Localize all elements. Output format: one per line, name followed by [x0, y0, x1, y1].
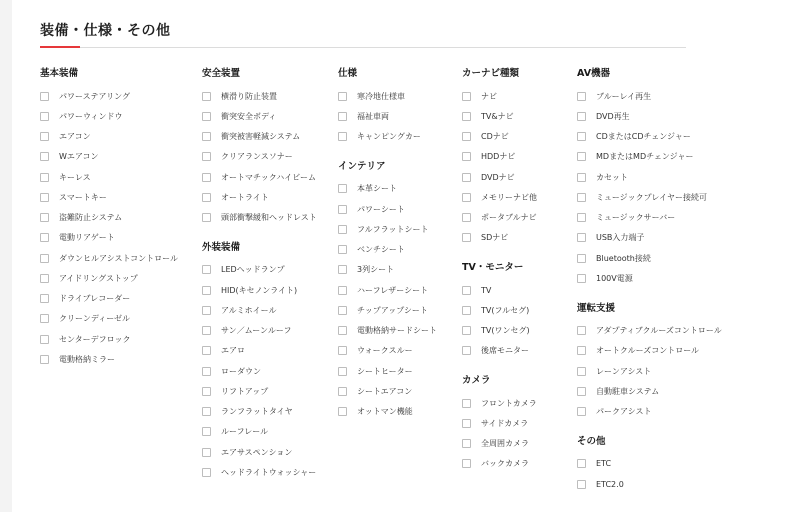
group-spacer [338, 147, 460, 160]
checkbox-label: 福祉車両 [357, 111, 389, 121]
group-title: 仕様 [338, 68, 358, 79]
checkbox[interactable] [40, 314, 49, 323]
checkbox[interactable] [462, 233, 471, 242]
checkbox[interactable] [202, 427, 211, 436]
checkbox-option[interactable] [202, 300, 336, 320]
checkbox-option[interactable] [462, 147, 574, 167]
checkbox-option[interactable] [202, 208, 336, 228]
checkbox[interactable] [462, 419, 471, 428]
checkbox-label: パワーウィンドウ [59, 111, 123, 121]
checkbox-option[interactable] [40, 248, 200, 268]
checkbox-option[interactable] [202, 442, 336, 462]
checkbox-option[interactable] [462, 228, 574, 248]
checkbox[interactable] [338, 346, 347, 355]
checkbox[interactable] [577, 346, 586, 355]
checkbox[interactable] [462, 112, 471, 121]
checkbox-option[interactable] [577, 454, 777, 474]
checkbox[interactable] [202, 407, 211, 416]
checkbox[interactable] [202, 448, 211, 457]
group-title: 運転支援 [577, 302, 616, 314]
checkbox[interactable] [462, 326, 471, 335]
checkbox-label: メモリーナビ他 [481, 192, 537, 202]
checkbox-option[interactable] [577, 268, 777, 288]
checkbox-label: ルーフレール [221, 427, 269, 437]
checkbox-label: オットマン機能 [357, 407, 413, 417]
checkbox-option[interactable] [462, 300, 574, 320]
checkbox-label: パークアシスト [596, 407, 652, 417]
checkbox-option[interactable] [462, 413, 574, 433]
group-spacer [577, 289, 777, 302]
checkbox[interactable] [577, 407, 586, 416]
checkbox-option[interactable] [40, 187, 200, 207]
checkbox-option[interactable] [462, 208, 574, 228]
checkbox-label: ブルーレイ再生 [596, 91, 652, 101]
checkbox[interactable] [577, 326, 586, 335]
checkbox[interactable] [40, 294, 49, 303]
checkbox[interactable] [577, 193, 586, 202]
checkbox[interactable] [202, 173, 211, 182]
checkbox-option[interactable] [462, 280, 574, 300]
checkbox-option[interactable] [462, 167, 574, 187]
checkbox-label: エアコン [59, 132, 91, 142]
checkbox-option[interactable] [202, 86, 336, 106]
checkbox-label: 寒冷地仕様車 [357, 91, 405, 101]
checkbox-label: ナビ [481, 91, 497, 101]
checkbox-option[interactable] [577, 208, 777, 228]
checkbox-label: スマートキー [59, 192, 107, 202]
checkbox-label: 電動格納サードシート [357, 326, 437, 336]
checkbox-option[interactable] [577, 402, 777, 422]
checkbox[interactable] [462, 193, 471, 202]
title-divider [40, 47, 686, 48]
checkbox-option[interactable] [577, 167, 777, 187]
checkbox-label: ドライブレコーダー [59, 294, 131, 304]
checkbox[interactable] [338, 326, 347, 335]
checkbox-label: シートエアコン [357, 386, 413, 396]
checkbox-option[interactable] [338, 321, 460, 341]
checkbox-option[interactable] [338, 280, 460, 300]
checkbox[interactable] [338, 112, 347, 121]
checkbox-option[interactable] [202, 462, 336, 482]
checkbox-label: エアロ [221, 346, 245, 356]
checkbox-option[interactable] [338, 179, 460, 199]
checkbox-option[interactable] [462, 434, 574, 454]
checkbox-option[interactable] [577, 127, 777, 147]
checkbox-option[interactable] [202, 187, 336, 207]
checkbox-option[interactable] [40, 349, 200, 369]
checkbox[interactable] [202, 132, 211, 141]
checkbox[interactable] [338, 367, 347, 376]
column-4 [462, 67, 574, 474]
group-title: 基本装備 [40, 68, 79, 79]
checkbox-label: チップアップシート [357, 305, 428, 315]
checkbox-option[interactable] [462, 187, 574, 207]
checkbox[interactable] [577, 459, 586, 468]
checkbox[interactable] [577, 152, 586, 161]
column-5 [577, 67, 777, 494]
checkbox-option[interactable] [202, 321, 336, 341]
checkbox-label: 全周囲カメラ [481, 439, 529, 449]
checkbox-label: 電動格納ミラー [59, 354, 115, 364]
checkbox-option[interactable] [577, 381, 777, 401]
checkbox-option[interactable] [202, 381, 336, 401]
checkbox[interactable] [202, 346, 211, 355]
checkbox-label: アダプティブクルーズコントロール [596, 326, 722, 336]
checkbox[interactable] [462, 286, 471, 295]
checkbox-option[interactable] [577, 474, 777, 494]
checkbox[interactable] [338, 286, 347, 295]
checkbox-label: シートヒーター [357, 366, 413, 376]
checkbox-option[interactable] [40, 208, 200, 228]
group-spacer [462, 361, 574, 374]
checkbox[interactable] [40, 335, 49, 344]
checkbox[interactable] [40, 355, 49, 364]
checkbox-label: オートマチックハイビーム [221, 172, 316, 182]
checkbox-label: TV(ワンセグ) [481, 326, 530, 336]
checkbox-option[interactable] [338, 300, 460, 320]
checkbox[interactable] [338, 184, 347, 193]
checkbox-label: センターデフロック [59, 334, 131, 344]
checkbox-option[interactable] [40, 309, 200, 329]
checkbox-option[interactable] [40, 147, 200, 167]
checkbox-label: サイドカメラ [481, 418, 529, 428]
checkbox-label: フロントカメラ [481, 398, 537, 408]
checkbox-label: アルミホイール [221, 305, 277, 315]
checkbox-label: 電動リアゲート [59, 233, 115, 243]
column-2 [202, 67, 336, 483]
checkbox-option[interactable] [577, 361, 777, 381]
checkbox-option[interactable] [338, 361, 460, 381]
title-accent-bar [40, 46, 80, 48]
checkbox[interactable] [577, 367, 586, 376]
checkbox-label: キーレス [59, 172, 91, 182]
checkbox-label: USB入力端子 [596, 233, 645, 243]
checkbox-option[interactable] [577, 341, 777, 361]
checkbox-label: 衝突安全ボディ [221, 111, 277, 121]
checkbox[interactable] [202, 326, 211, 335]
checkbox[interactable] [577, 480, 586, 489]
column-3 [338, 67, 460, 422]
group-spacer [202, 228, 336, 241]
checkbox[interactable] [577, 213, 586, 222]
checkbox[interactable] [40, 274, 49, 283]
checkbox-label: ETC2.0 [596, 479, 624, 489]
checkbox-label: MDまたはMDチェンジャー [596, 152, 694, 162]
checkbox-option[interactable] [40, 329, 200, 349]
checkbox[interactable] [462, 152, 471, 161]
checkbox-option[interactable] [202, 127, 336, 147]
checkbox[interactable] [40, 213, 49, 222]
checkbox-option[interactable] [40, 228, 200, 248]
checkbox-option[interactable] [577, 321, 777, 341]
checkbox-option[interactable] [202, 402, 336, 422]
checkbox-option[interactable] [202, 260, 336, 280]
checkbox-label: Wエアコン [59, 152, 99, 162]
checkbox-option[interactable] [338, 86, 460, 106]
checkbox-label: LEDヘッドランプ [221, 265, 285, 275]
checkbox-label: オートクルーズコントロール [596, 346, 700, 356]
checkbox[interactable] [462, 459, 471, 468]
group-title: その他 [577, 435, 606, 447]
checkbox-label: ウォークスルー [357, 346, 413, 356]
checkbox[interactable] [462, 92, 471, 101]
checkbox-label: ランフラットタイヤ [221, 407, 293, 417]
checkbox-option[interactable] [338, 127, 460, 147]
checkbox[interactable] [202, 152, 211, 161]
column-1 [40, 67, 200, 370]
checkbox-label: HID(キセノンライト) [221, 285, 298, 295]
checkbox[interactable] [462, 399, 471, 408]
checkbox-label: サン／ムーンルーフ [221, 326, 292, 336]
checkbox-label: 3列シート [357, 265, 395, 275]
checkbox-label: カセット [596, 172, 628, 182]
checkbox[interactable] [338, 245, 347, 254]
checkbox-label: 頭部衝撃緩和ヘッドレスト [221, 213, 317, 223]
checkbox-option[interactable] [462, 321, 574, 341]
group-title: 外装装備 [202, 241, 241, 253]
checkbox-label: オートライト [221, 192, 269, 202]
checkbox-label: クリアランスソナー [221, 152, 293, 162]
group-title: TV・モニター [462, 262, 524, 273]
checkbox-label: DVD再生 [596, 111, 630, 121]
checkbox-option[interactable] [40, 289, 200, 309]
page-title: 装備・仕様・その他 [40, 23, 171, 39]
group-title: インテリア [338, 160, 386, 172]
checkbox-label: パワーシート [357, 204, 405, 214]
checkbox-label: 自動駐車システム [596, 386, 660, 396]
checkbox[interactable] [40, 92, 49, 101]
checkbox-option[interactable] [338, 381, 460, 401]
checkbox[interactable] [577, 387, 586, 396]
checkbox-label: ダウンヒルアシストコントロール [59, 253, 178, 263]
checkbox[interactable] [338, 225, 347, 234]
checkbox[interactable] [40, 152, 49, 161]
checkbox[interactable] [40, 173, 49, 182]
checkbox[interactable] [338, 387, 347, 396]
checkbox-label: パワーステアリング [59, 91, 130, 101]
checkbox-label: ミュージックプレイヤー接続可 [596, 192, 707, 202]
checkbox[interactable] [40, 233, 49, 242]
checkbox[interactable] [202, 92, 211, 101]
checkbox-option[interactable] [202, 422, 336, 442]
checkbox-option[interactable] [338, 199, 460, 219]
checkbox-label: ヘッドライトウォッシャー [221, 467, 317, 477]
checkbox[interactable] [40, 193, 49, 202]
checkbox-label: ETC [596, 459, 612, 469]
checkbox[interactable] [338, 132, 347, 141]
checkbox-option[interactable] [202, 341, 336, 361]
checkbox-option[interactable] [338, 219, 460, 239]
checkbox-label: TV&ナビ [481, 111, 514, 121]
checkbox-option[interactable] [202, 361, 336, 381]
checkbox[interactable] [202, 213, 211, 222]
checkbox[interactable] [338, 306, 347, 315]
group-title: AV機器 [577, 68, 611, 79]
checkbox-option[interactable] [40, 86, 200, 106]
checkbox-option[interactable] [462, 393, 574, 413]
checkbox-label: CDナビ [481, 132, 509, 142]
checkbox[interactable] [202, 387, 211, 396]
checkbox-option[interactable] [462, 454, 574, 474]
checkbox-label: リフトアップ [221, 386, 269, 396]
checkbox-label: SDナビ [481, 233, 509, 243]
checkbox-option[interactable] [577, 187, 777, 207]
checkbox-option[interactable] [202, 167, 336, 187]
checkbox-label: クリーンディーゼル [59, 314, 131, 324]
checkbox-option[interactable] [577, 147, 777, 167]
checkbox-label: フルフラットシート [357, 224, 429, 234]
checkbox[interactable] [40, 112, 49, 121]
checkbox-label: TV [481, 285, 492, 295]
checkbox-label: 後席モニター [481, 346, 529, 356]
left-edge-strip [0, 0, 12, 512]
checkbox[interactable] [462, 173, 471, 182]
checkbox-option[interactable] [202, 280, 336, 300]
checkbox-option[interactable] [338, 240, 460, 260]
checkbox-label: バックカメラ [481, 459, 529, 469]
checkbox[interactable] [202, 306, 211, 315]
checkbox-option[interactable] [577, 86, 777, 106]
checkbox[interactable] [40, 254, 49, 263]
checkbox[interactable] [577, 92, 586, 101]
checkbox-option[interactable] [40, 268, 200, 288]
checkbox[interactable] [577, 233, 586, 242]
checkbox-option[interactable] [40, 167, 200, 187]
checkbox[interactable] [577, 112, 586, 121]
checkbox-option[interactable] [202, 147, 336, 167]
checkbox-label: 衝突被害軽減システム [221, 132, 301, 142]
checkbox-label: ベンチシート [357, 245, 405, 255]
checkbox[interactable] [202, 468, 211, 477]
checkbox[interactable] [202, 112, 211, 121]
checkbox[interactable] [202, 367, 211, 376]
checkbox-label: TV(フルセグ) [481, 305, 530, 315]
checkbox-option[interactable] [577, 106, 777, 126]
group-title: カメラ [462, 375, 491, 386]
checkbox[interactable] [577, 132, 586, 141]
group-spacer [462, 248, 574, 261]
checkbox[interactable] [577, 274, 586, 283]
checkbox-option[interactable] [462, 106, 574, 126]
checkbox[interactable] [202, 265, 211, 274]
checkbox-option[interactable] [40, 106, 200, 126]
checkbox[interactable] [338, 92, 347, 101]
checkbox-label: CDまたはCDチェンジャー [596, 132, 691, 142]
checkbox-option[interactable] [338, 260, 460, 280]
checkbox-option[interactable] [577, 228, 777, 248]
checkbox[interactable] [338, 407, 347, 416]
group-title: カーナビ種類 [462, 68, 520, 79]
checkbox[interactable] [577, 173, 586, 182]
checkbox[interactable] [202, 193, 211, 202]
checkbox-label: ポータブルナビ [481, 213, 537, 223]
checkbox[interactable] [462, 346, 471, 355]
checkbox-option[interactable] [338, 402, 460, 422]
checkbox[interactable] [338, 265, 347, 274]
checkbox-label: Bluetooth接続 [596, 253, 651, 263]
checkbox-label: HDDナビ [481, 152, 516, 162]
checkbox[interactable] [40, 132, 49, 141]
checkbox[interactable] [202, 286, 211, 295]
checkbox[interactable] [462, 132, 471, 141]
checkbox-option[interactable] [462, 86, 574, 106]
checkbox[interactable] [462, 439, 471, 448]
checkbox[interactable] [577, 254, 586, 263]
checkbox-label: 盗難防止システム [59, 213, 123, 223]
checkbox-label: ミュージックサーバー [596, 213, 676, 223]
checkbox-label: ハーフレザーシート [357, 285, 429, 295]
checkbox-label: DVDナビ [481, 172, 515, 182]
checkbox-option[interactable] [338, 341, 460, 361]
group-title: 安全装置 [202, 68, 241, 79]
checkbox[interactable] [462, 213, 471, 222]
checkbox-label: レーンアシスト [596, 366, 652, 376]
checkbox[interactable] [338, 205, 347, 214]
checkbox-option[interactable] [462, 127, 574, 147]
checkbox-option[interactable] [40, 127, 200, 147]
checkbox-label: 本革シート [357, 184, 397, 194]
checkbox-option[interactable] [462, 341, 574, 361]
checkbox-label: アイドリングストップ [59, 273, 138, 283]
checkbox-label: 100V電源 [596, 273, 633, 283]
checkbox-option[interactable] [577, 248, 777, 268]
checkbox-label: エアサスペンション [221, 447, 293, 457]
checkbox[interactable] [462, 306, 471, 315]
checkbox-label: ローダウン [221, 366, 261, 376]
checkbox-label: キャンピングカー [357, 132, 421, 142]
checkbox-label: 横滑り防止装置 [221, 91, 277, 101]
checkbox-option[interactable] [338, 106, 460, 126]
checkbox-option[interactable] [202, 106, 336, 126]
group-spacer [577, 422, 777, 435]
